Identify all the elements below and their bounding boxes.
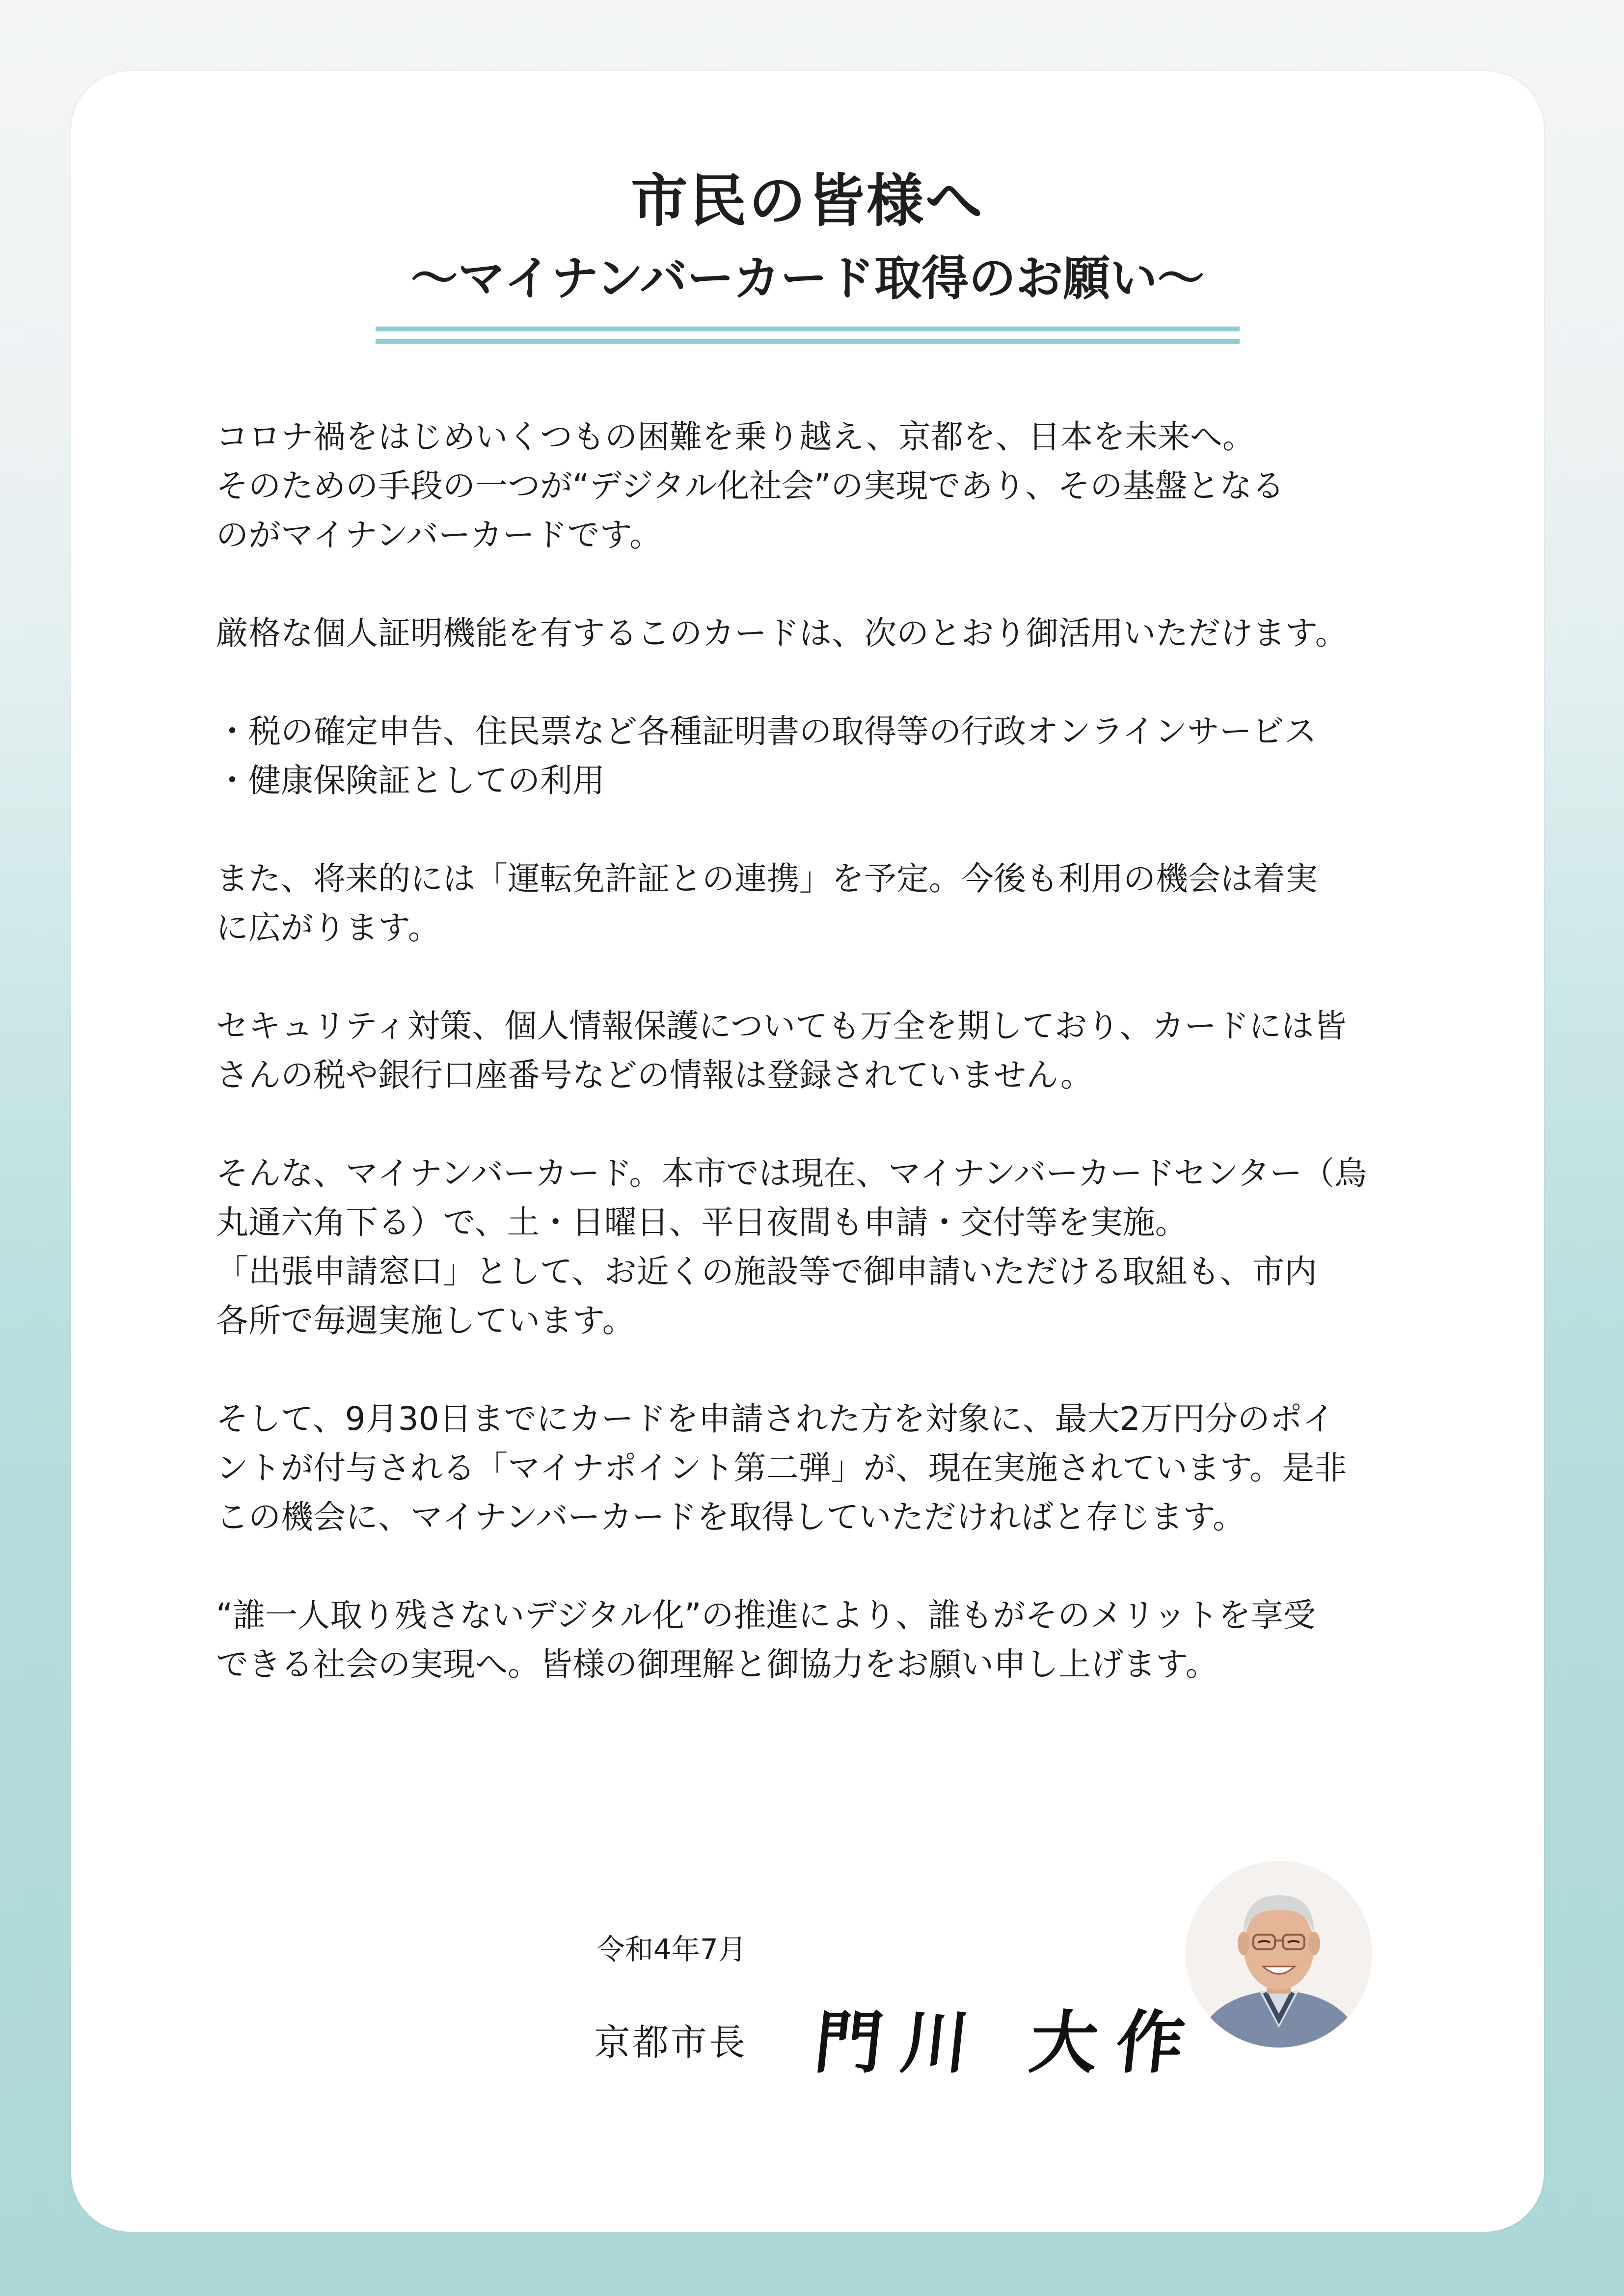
letter-date: 令和4年7月 bbox=[596, 1933, 747, 1966]
paragraph-closing bbox=[216, 1591, 1463, 1689]
portrait-illustration bbox=[1186, 1861, 1372, 2048]
paragraph-security bbox=[216, 1002, 1463, 1100]
paragraph-center bbox=[216, 1149, 1463, 1345]
letter-body bbox=[216, 412, 1463, 1738]
title-block bbox=[71, 164, 1544, 313]
signer-name: 門川 大作 bbox=[811, 2002, 1207, 2082]
paragraph-uses-intro bbox=[216, 609, 1463, 658]
text-line: 「出張申請窓口」として、お近くの施設等で御申請いただける取組も、市内 bbox=[216, 1253, 1317, 1290]
text-line: また、将来的には「運転免許証との連携」を予定。今後も利用の機会は着実 bbox=[216, 860, 1318, 898]
text-line: そのための手段の一つが“デジタル化社会”の実現であり、その基盤となる bbox=[216, 467, 1285, 505]
list-item: ・税の確定申告、住民票など各種証明書の取得等の行政オンラインサービス bbox=[216, 712, 1317, 750]
text-line: 厳格な個人証明機能を有するこのカードは、次のとおり御活用いただけます。 bbox=[216, 614, 1348, 652]
text-line: 各所で毎週実施しています。 bbox=[216, 1302, 635, 1339]
title-divider-bottom bbox=[376, 339, 1240, 344]
text-line: さんの税や銀行口座番号などの情報は登録されていません。 bbox=[216, 1056, 1093, 1094]
text-line: コロナ禍をはじめいくつもの困難を乗り越え、京都を、日本を未来へ。 bbox=[216, 418, 1255, 456]
text-line: “誰一人取り残さないデジタル化”の推進により、誰もがそのメリットを享受 bbox=[216, 1596, 1316, 1634]
list-item: ・健康保険証としての利用 bbox=[216, 762, 605, 799]
text-line: この機会に、マイナンバーカードを取得していただければと存じます。 bbox=[216, 1498, 1245, 1536]
letter-card bbox=[71, 71, 1544, 2232]
text-line: できる社会の実現へ。皆様の御理解と御協力をお願い申し上げます。 bbox=[216, 1645, 1218, 1683]
paragraph-intro bbox=[216, 412, 1463, 560]
text-line: ントが付与される「マイナポイント第二弾」が、現在実施されています。是非 bbox=[216, 1449, 1347, 1487]
page-title: 市民の皆様へ bbox=[631, 168, 984, 234]
signer-title: 京都市長 bbox=[594, 2022, 747, 2064]
paragraph-future bbox=[216, 854, 1463, 953]
text-line: そんな、マイナンバーカード。本市では現在、マイナンバーカードセンター（烏 bbox=[216, 1154, 1367, 1192]
page-subtitle: 〜マイナンバーカード取得のお願い〜 bbox=[410, 251, 1205, 306]
text-line: のがマイナンバーカードです。 bbox=[216, 516, 662, 554]
title-divider-top bbox=[376, 327, 1240, 331]
text-line: セキュリティ対策、個人情報保護についても万全を期しており、カードには皆 bbox=[216, 1007, 1347, 1045]
paragraph-uses-list bbox=[216, 707, 1463, 805]
text-line: 丸通六角下る）で、土・日曜日、平日夜間も申請・交付等を実施。 bbox=[216, 1203, 1188, 1241]
text-line: そして、9月30日までにカードを申請された方を対象に、最大2万円分のポイ bbox=[216, 1400, 1335, 1438]
text-line: に広がります。 bbox=[216, 909, 440, 947]
paragraph-mynapoint bbox=[216, 1394, 1463, 1542]
mayor-portrait bbox=[1186, 1861, 1372, 2048]
